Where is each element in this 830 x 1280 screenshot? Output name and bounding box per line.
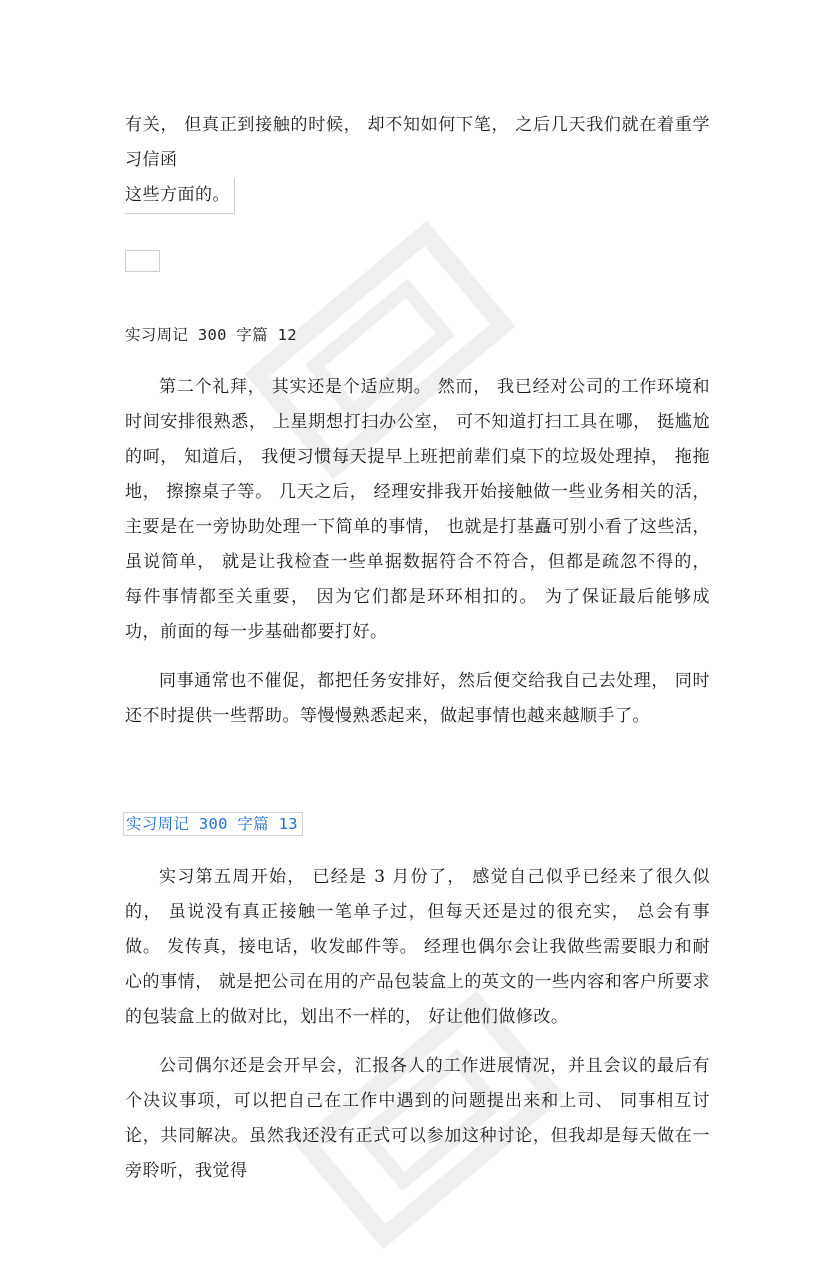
document-body (125, 108, 710, 1189)
section-13-paragraph-2: 公司偶尔还是会开早会，汇报各人的工作进展情况，并且会议的最后有个决议事项，可以把自己在工作中遇到的问题提出来和上司、 同事相互讨论，共同解决。虽然我还没有正式可以参加这种讨论，但我却是每天做在一旁聆听，我觉得 (125, 1056, 710, 1181)
section-13-heading-link[interactable]: 实习周记 300 字篇 13 (123, 812, 303, 836)
section-12-heading: 实习周记 300 字篇 12 (125, 326, 297, 344)
intro-line-2: 这些方面的。 (125, 178, 235, 214)
section-12-paragraph-2: 同事通常也不催促，都把任务安排好，然后便交给我自己去处理， 同时还不时提供一些帮助。等慢慢熟悉起来，做起事情也越来越顺手了。 (125, 671, 710, 726)
intro-line-1: 有关， 但真正到接触的时候， 却不知如何下笔， 之后几天我们就在着重学习信函 (125, 115, 710, 170)
section-13-paragraph-1: 实习第五周开始， 已经是 3 月份了， 感觉自己似乎已经来了很久似的， 虽说没有真正接触一笔单子过，但每天还是过的很充实， 总会有事做。 发传真，接电话，收发邮件等。 经理也偶尔会让我做些需要眼力和耐心的事情， 就是把公司在用的产品包装盒上的英文的一些内容和客户所要求的包装盒上的做对比，划出不一样的， 好让他们做修改。 (125, 867, 710, 1027)
intro-paragraph (125, 108, 710, 214)
section-12-paragraph-1: 第二个礼拜， 其实还是个适应期。 然而， 我已经对公司的工作环境和时间安排很熟悉， 上星期想打扫办公室， 可不知道打扫工具在哪， 挺尴尬的呵， 知道后， 我便习惯每天提早上班把前辈们桌下的垃圾处理掉， 拖拖地， 擦擦桌子等。 几天之后， 经理安排我开始接触做一些业务相关的活， 主要是在一旁协助处理一下简单的事情， 也就是打基矗可别小看了这些活， 虽说简单， 就是让我检查一些单据数据符合不符合，但都是疏忽不得的， 每件事情都至关重要， 因为它们都是环环相扣的。 为了保证最后能够成功，前面的每一步基础都要打好。 (125, 377, 710, 642)
empty-placeholder-box (125, 250, 160, 272)
